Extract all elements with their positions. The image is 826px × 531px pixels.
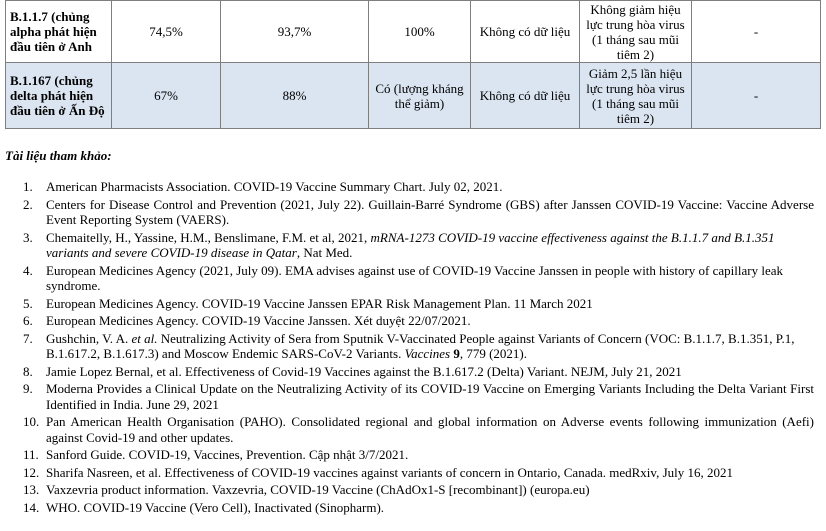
table-cell: Không có dữ liệu bbox=[471, 1, 580, 63]
variant-name-cell: B.1.1.7 (chủng alpha phát hiện đầu tiên ở Anh bbox=[6, 1, 112, 63]
ref-number: 2. bbox=[23, 196, 33, 212]
ref-text: European Medicines Agency. COVID-19 Vaccine Janssen. Xét duyệt 22/07/2021. bbox=[46, 313, 471, 328]
ref-number: 3. bbox=[23, 229, 33, 245]
ref-number: 4. bbox=[23, 262, 33, 278]
ref-number: 10. bbox=[23, 414, 40, 429]
list-item bbox=[0, 414, 826, 445]
ref-text: Pan American Health Organisation (PAHO). Consolidated regional and global information on Adverse events following immunization (Aefi) against Covid-19 and other updates. bbox=[46, 414, 814, 445]
list-item bbox=[0, 500, 826, 516]
table-cell: 88% bbox=[221, 63, 369, 129]
ref-text: Gushchin, V. A. bbox=[46, 330, 132, 346]
table-row bbox=[6, 1, 821, 63]
list-item bbox=[0, 381, 826, 412]
ref-number: 7. bbox=[23, 330, 33, 346]
list-item bbox=[0, 482, 826, 498]
table-cell: Không giảm hiệu lực trung hòa virus (1 tháng sau mũi tiêm 2) bbox=[580, 1, 692, 63]
ref-journal-italic: Vaccines bbox=[404, 346, 451, 361]
ref-text: Sanford Guide. COVID-19, Vaccines, Prevention. Cập nhật 3/7/2021. bbox=[46, 447, 409, 462]
table-cell: Không có dữ liệu bbox=[471, 63, 580, 129]
table-row bbox=[6, 63, 821, 129]
ref-text: European Medicines Agency. COVID-19 Vaccine Janssen EPAR Risk Management Plan. 11 March 2021 bbox=[46, 295, 593, 311]
ref-number: 14. bbox=[23, 499, 40, 515]
list-item bbox=[0, 263, 826, 294]
list-item bbox=[0, 313, 826, 329]
ref-volume: 9 bbox=[450, 346, 460, 361]
ref-italic: et al. bbox=[131, 330, 158, 346]
list-item bbox=[0, 364, 826, 380]
ref-number: 13. bbox=[23, 482, 40, 497]
table-cell: 74,5% bbox=[112, 1, 221, 63]
list-item bbox=[0, 465, 826, 481]
references-heading: Tài liệu tham khảo: bbox=[5, 148, 112, 163]
ref-text: , 779 (2021). bbox=[459, 346, 527, 361]
list-item bbox=[0, 296, 826, 312]
ref-text: Centers for Disease Control and Prevention (2021, July 22). Guillain-Barré Syndrome (GBS) after Janssen COVID-19 Vaccine: Vaccine Adverse Event Reporting System (VAERS). bbox=[46, 196, 814, 227]
ref-title-italic: mRNA-1273 COVID-19 vaccine effectiveness against the B.1.1.7 and B.1.351 variants and severe COVID-19 disease in Qatar bbox=[46, 229, 775, 260]
ref-text: Vaxzevria product information. Vaxzevria, COVID-19 Vaccine (ChAdOx1-S [recombinant]) (europa.eu) bbox=[46, 482, 590, 497]
variant-name-cell: B.1.167 (chủng delta phát hiện đầu tiên ở Ấn Độ bbox=[6, 63, 112, 129]
ref-text: WHO. COVID-19 Vaccine (Vero Cell), Inactivated (Sinopharm). bbox=[46, 499, 385, 515]
ref-number: 5. bbox=[23, 295, 33, 311]
list-item bbox=[0, 197, 826, 228]
table-cell: - bbox=[692, 1, 821, 63]
ref-number: 8. bbox=[23, 363, 33, 379]
table-cell: 93,7% bbox=[221, 1, 369, 63]
list-item bbox=[0, 230, 826, 261]
ref-text: Neutralizing Activity of Sera from Sputnik V-Vaccinated People against Variants of Concern (VOC: B.1.1.7, B.1.351, P.1, B.1.617.2, B.1.617.3) and Moscow Endemic SARS-CoV-2 Variants. bbox=[46, 330, 795, 361]
ref-text: American Pharmacists Association. COVID-19 Vaccine Summary Chart. July 02, 2021. bbox=[46, 179, 503, 194]
ref-text: Jamie Lopez Bernal, et al. Effectiveness of Covid-19 Vaccines against the B.1.617.2 (Delta) Variant. NEJM, July 21, 2021 bbox=[46, 363, 682, 379]
ref-text: European Medicines Agency (2021, July 09). EMA advises against use of COVID-19 Vaccine Janssen in people with history of capillary leak syndrome. bbox=[46, 262, 783, 293]
ref-number: 9. bbox=[23, 381, 33, 396]
table-cell: Có (lượng kháng thể giảm) bbox=[369, 63, 471, 129]
ref-number: 12. bbox=[23, 464, 40, 480]
ref-text: Chemaitelly, H., Yassine, H.M., Benslimane, F.M. et al, 2021, bbox=[46, 229, 371, 245]
ref-text: Moderna Provides a Clinical Update on the Neutralizing Activity of its COVID-19 Vaccine on Emerging Variants Including the Delta Variant First Identified in India. June 29, 2021 bbox=[46, 381, 814, 412]
list-item bbox=[0, 447, 826, 463]
table-cell: 100% bbox=[369, 1, 471, 63]
ref-text: Sharifa Nasreen, et al. Effectiveness of COVID-19 vaccines against variants of concern in Ontario, Canada. medRxiv, July 16, 2021 bbox=[46, 464, 733, 480]
list-item bbox=[0, 179, 826, 195]
list-item bbox=[0, 331, 826, 362]
table-cell: 67% bbox=[112, 63, 221, 129]
ref-number: 11. bbox=[23, 447, 39, 462]
variant-efficacy-table bbox=[5, 0, 821, 129]
table-cell: - bbox=[692, 63, 821, 129]
ref-number: 1. bbox=[23, 179, 33, 194]
ref-number: 6. bbox=[23, 313, 33, 328]
table-cell: Giảm 2,5 lần hiệu lực trung hòa virus (1 tháng sau mũi tiêm 2) bbox=[580, 63, 692, 129]
ref-text: , Nat Med. bbox=[296, 245, 353, 260]
references-list bbox=[0, 179, 826, 517]
